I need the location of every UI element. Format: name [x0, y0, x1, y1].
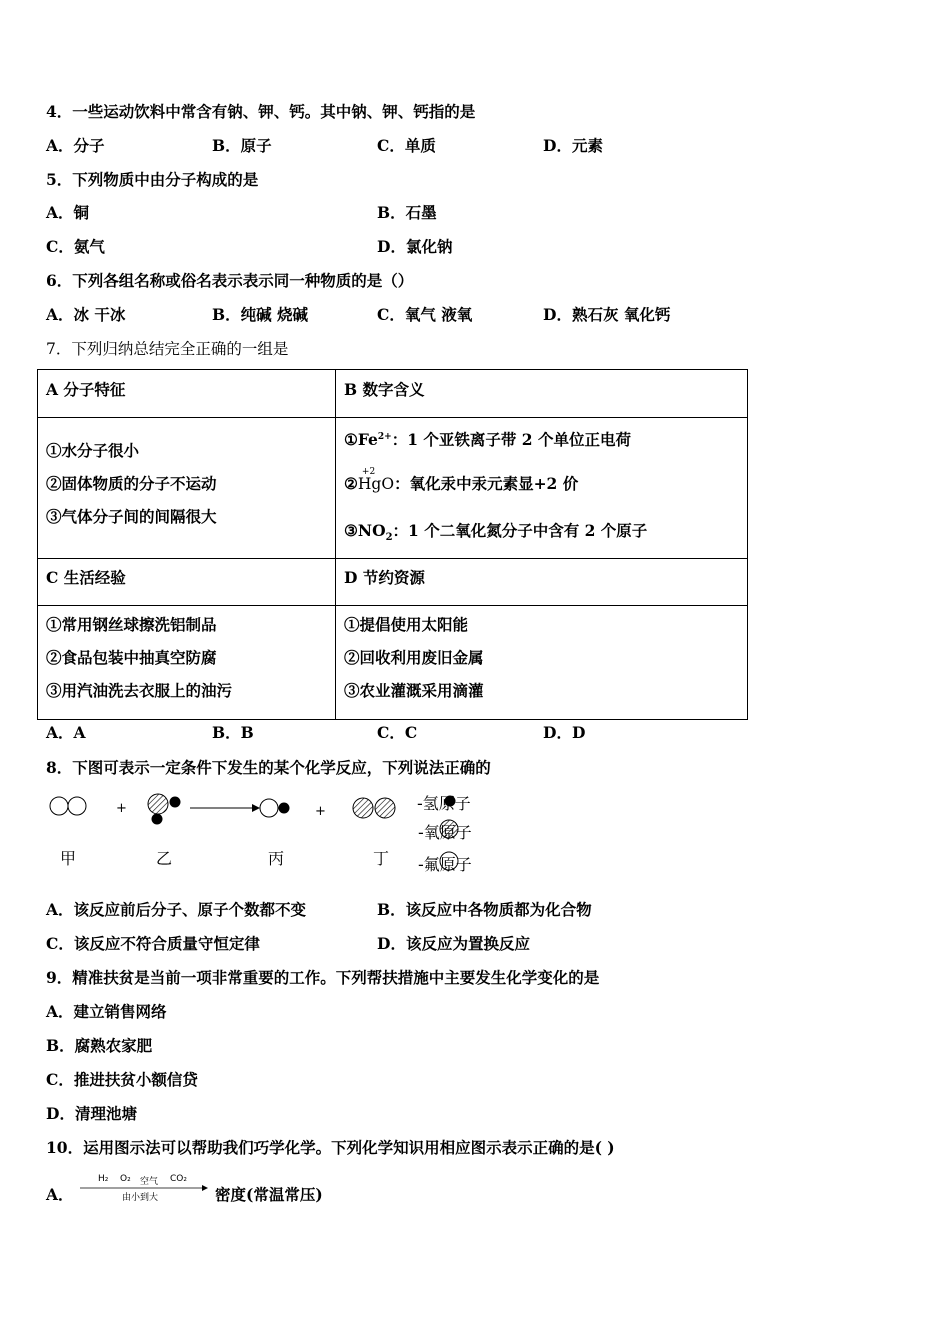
molecule-yi [148, 794, 181, 825]
plus-1: + [116, 801, 127, 816]
q4-option-b: B．原子 [212, 136, 272, 155]
legend-oxygen: -氧原子 [418, 823, 472, 842]
molecule-ding [353, 798, 395, 818]
q8-option-d: D．该反应为置换反应 [377, 934, 530, 953]
plus-2: + [315, 804, 326, 819]
reaction-arrow [190, 804, 260, 812]
q6-option-d: D．熟石灰 氧化钙 [543, 305, 671, 324]
cell-a-item-2: ②固体物质的分子不运动 [46, 474, 217, 493]
q6-option-c: C．氧气 液氧 [377, 305, 473, 324]
q6-option-b: B．纯碱 烧碱 [212, 305, 308, 324]
cell-c-item-2: ②食品包装中抽真空防腐 [46, 648, 217, 667]
label-yi: 乙 [156, 849, 173, 868]
label-bing: 丙 [268, 849, 285, 868]
cell-c-item-3: ③用汽油洗去衣服上的油污 [46, 681, 233, 700]
q5-stem: 5．下列物质中由分子构成的是 [46, 170, 259, 189]
q5-option-c: C．氨气 [46, 237, 105, 256]
q4-option-c: C．单质 [377, 136, 436, 155]
q8-option-a: A．该反应前后分子、原子个数都不变 [46, 900, 307, 919]
q4-stem: 4．一些运动饮料中常含有钠、钾、钙。其中钠、钾、钙指的是 [46, 102, 476, 121]
cell-d-item-1: ①提倡使用太阳能 [344, 615, 469, 634]
q7-option-c: C．C [377, 723, 418, 742]
molecule-jia [50, 797, 86, 815]
q5-option-d: D．氯化钠 [377, 237, 453, 256]
cell-d-item-2: ②回收利用废旧金属 [344, 648, 484, 667]
q10-option-a: A． [46, 1185, 74, 1204]
reaction-diagram [40, 788, 600, 878]
cell-b-item-1: $①Fe^{2+}$：1 个亚铁离子带 2 个单位正电荷 [344, 430, 631, 450]
legend-fluorine: -氟原子 [418, 855, 472, 874]
cell-c-item-1: ①常用钢丝球擦洗铝制品 [46, 615, 217, 634]
label-ding: 丁 [373, 849, 390, 868]
cell-a-item-1: ①水分子很小 [46, 441, 140, 460]
cell-a-title: A 分子特征 [46, 380, 126, 399]
q9-option-b: B．腐熟农家肥 [46, 1036, 153, 1055]
cell-a-item-3: ③气体分子间的间隔很大 [46, 507, 217, 526]
q7-table [37, 369, 748, 720]
q8-option-c: C．该反应不符合质量守恒定律 [46, 934, 260, 953]
q4-option-a: A．分子 [46, 136, 105, 155]
q9-option-a: A．建立销售网络 [46, 1002, 167, 1021]
q6-stem: 6．下列各组名称或俗名表示表示同一种物质的是（） [46, 271, 414, 290]
q9-stem: 9．精准扶贫是当前一项非常重要的工作。下列帮扶措施中主要发生化学变化的是 [46, 968, 600, 987]
cell-d-item-3: ③农业灌溉采用滴灌 [344, 681, 484, 700]
q9-option-d: D．清理池塘 [46, 1104, 137, 1123]
q10-stem: 10．运用图示法可以帮助我们巧学化学。下列化学知识用相应图示表示正确的是( ) [46, 1138, 615, 1157]
q7-option-d: D．D [543, 723, 586, 742]
q8-stem: 8．下图可表示一定条件下发生的某个化学反应，下列说法正确的 [46, 758, 491, 777]
q8-option-b: B．该反应中各物质都为化合物 [377, 900, 592, 919]
label-jia: 甲 [60, 849, 77, 868]
q10-option-a-tail: 密度(常温常压) [215, 1185, 323, 1204]
q5-option-a: A．铜 [46, 203, 90, 222]
cell-b-item-2: ② +2 HgO：氧化汞中汞元素显+2 价 [344, 467, 579, 493]
q7-stem: 7．下列归纳总结完全正确的一组是 [46, 340, 289, 358]
cell-b-title: B 数字含义 [344, 380, 425, 399]
cell-d-title: D 节约资源 [344, 568, 425, 587]
q7-option-a: A．A [46, 723, 86, 742]
q10-option-a-diagram: H₂ O₂ 空气 CO₂ 由小到大 [80, 1172, 210, 1202]
molecule-bing [260, 799, 290, 817]
q7-option-b: B．B [212, 723, 254, 742]
q6-option-a: A．冰 干冰 [46, 305, 126, 324]
cell-c-title: C 生活经验 [46, 568, 126, 587]
q9-option-c: C．推进扶贫小额信贷 [46, 1070, 198, 1089]
legend-hydrogen: -氢原子 [417, 794, 471, 813]
q4-option-d: D．元素 [543, 136, 603, 155]
q5-option-b: B．石墨 [377, 203, 437, 222]
cell-b-item-3: $③NO_2$：1 个二氧化氮分子中含有 2 个原子 [344, 521, 648, 544]
